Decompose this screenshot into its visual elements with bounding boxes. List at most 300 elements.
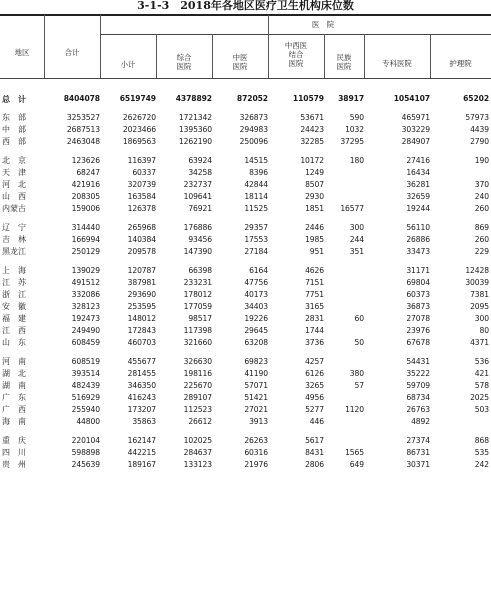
cell-total: 332086 [71,290,100,299]
cell-nursing: 4371 [470,338,489,347]
region-name: 海 南 [2,417,26,426]
cell-tcm: 63208 [244,338,268,347]
cell-general: 1721342 [178,113,212,122]
cell-ethnic: 1565 [345,448,364,457]
table-row [0,265,491,277]
cell-tcm: 40173 [244,290,268,299]
region-name: 山 西 [2,192,26,201]
group-spacer [0,258,491,265]
cell-general: 289107 [183,393,212,402]
cell-total: 482439 [71,381,100,390]
cell-general: 98517 [188,314,212,323]
cell-integrated: 53671 [300,113,324,122]
cell-general: 233231 [183,278,212,287]
cell-general: 117398 [183,326,212,335]
cell-subtotal: 442215 [127,448,156,457]
cell-nursing: 80 [479,326,489,335]
cell-integrated: 2831 [305,314,324,323]
table-title: 3-1-3 2018年各地区医疗卫生机构床位数 [137,0,354,12]
cell-tcm: 8396 [249,168,268,177]
cell-specialized: 27374 [406,436,430,445]
cell-tcm: 6164 [249,266,268,275]
region-name: 吉 林 [2,235,26,244]
cell-tcm: 27021 [244,405,268,414]
spacer-cell [0,215,491,222]
data-table [0,92,491,471]
cell-integrated: 6126 [305,369,324,378]
table-row [0,124,491,136]
cell-integrated: 2446 [305,223,324,232]
table-row [0,368,491,380]
cell-subtotal: 416243 [127,393,156,402]
table-row [0,356,491,368]
cell-subtotal: 120787 [127,266,156,275]
cell-specialized: 30371 [406,460,430,469]
cell-ethnic [324,167,364,179]
cell-subtotal: 172843 [127,326,156,335]
cell-tcm: 18114 [244,192,268,201]
cell-specialized: 16434 [406,168,430,177]
cell-nursing: 300 [474,314,489,323]
cell-integrated: 24423 [300,125,324,134]
table-row [0,447,491,459]
table-row [0,203,491,215]
cell-specialized: 33473 [406,247,430,256]
table-row [0,191,491,203]
cell-specialized: 36873 [406,302,430,311]
cell-nursing [430,416,491,428]
cell-ethnic [324,356,364,368]
spacer-cell [0,428,491,435]
region-name: 湖 北 [2,369,26,378]
cell-integrated: 8431 [305,448,324,457]
cell-specialized: 284907 [401,137,430,146]
cell-ethnic: 38917 [338,93,364,103]
cell-specialized: 59709 [406,381,430,390]
cell-general: 76921 [188,204,212,213]
cell-nursing: 190 [474,156,489,165]
cell-integrated: 110579 [292,93,324,103]
cell-ethnic [324,392,364,404]
header-general-hospital: 综合 医院 [176,53,192,71]
cell-tcm: 294983 [239,125,268,134]
cell-tcm: 17553 [244,235,268,244]
table-row [0,325,491,337]
table-row [0,416,491,428]
cell-general: 109641 [183,192,212,201]
cell-nursing: 868 [474,436,489,445]
cell-total: 608459 [71,338,100,347]
cell-ethnic [324,277,364,289]
cell-general: 178012 [183,290,212,299]
region-name: 中 部 [2,125,26,134]
cell-specialized: 36281 [406,180,430,189]
table-row [0,313,491,325]
spacer-cell [0,349,491,356]
cell-ethnic: 649 [349,460,364,469]
header-integrated-hospital: 中西医 结合 医院 [284,41,308,68]
cell-nursing: 2025 [470,393,489,402]
region-name: 总 计 [2,93,26,104]
cell-total: 159006 [71,204,100,213]
cell-tcm: 26263 [244,436,268,445]
cell-total: 245639 [71,460,100,469]
region-name: 广 东 [2,393,26,402]
cell-ethnic: 60 [354,314,364,323]
cell-tcm: 60316 [244,448,268,457]
cell-total: 393514 [71,369,100,378]
cell-subtotal: 1869563 [122,137,156,146]
cell-tcm: 11525 [244,204,268,213]
cell-subtotal: 116397 [127,156,156,165]
cell-ethnic [324,435,364,447]
cell-tcm: 41190 [244,369,268,378]
cell-tcm: 42844 [244,180,268,189]
cell-total: 491512 [71,278,100,287]
cell-specialized: 31171 [406,266,430,275]
cell-specialized: 303229 [401,125,430,134]
cell-total: 8404078 [63,93,100,103]
header-hospital-group: 医 院 [311,20,335,29]
cell-specialized: 465971 [401,113,430,122]
cell-ethnic [324,191,364,203]
cell-integrated: 32285 [300,137,324,146]
table-row [0,380,491,392]
cell-tcm: 14515 [244,156,268,165]
cell-subtotal: 209578 [127,247,156,256]
cell-nursing: 503 [474,405,489,414]
cell-integrated: 1744 [305,326,324,335]
cell-general: 198116 [183,369,212,378]
cell-tcm: 872052 [236,93,268,103]
cell-integrated: 3265 [305,381,324,390]
cell-ethnic: 244 [349,235,364,244]
cell-ethnic: 380 [349,369,364,378]
cell-general: 26612 [188,417,212,426]
hospital-group-rule [100,34,491,35]
cell-total: 328123 [71,302,100,311]
cell-general: 326630 [183,357,212,366]
cell-subtotal: 281455 [127,369,156,378]
cell-integrated: 5617 [305,436,324,445]
cell-tcm: 27184 [244,247,268,256]
cell-ethnic [324,289,364,301]
cell-ethnic: 1032 [345,125,364,134]
table-row [0,136,491,148]
region-name: 湖 南 [2,381,26,390]
table-row [0,337,491,349]
cell-total: 2687513 [66,125,100,134]
cell-integrated: 4257 [305,357,324,366]
region-name: 江 西 [2,326,26,335]
cell-specialized: 68734 [406,393,430,402]
cell-total: 255940 [71,405,100,414]
table-row [0,179,491,191]
table-row [0,246,491,258]
header-total: 合计 [64,48,80,57]
cell-integrated: 3165 [305,302,324,311]
cell-tcm: 29645 [244,326,268,335]
cell-nursing: 12428 [465,266,489,275]
cell-specialized: 19244 [406,204,430,213]
region-name: 四 川 [2,448,26,457]
group-spacer [0,148,491,155]
cell-specialized: 26886 [406,235,430,244]
region-name: 安 徽 [2,302,26,311]
cell-specialized: 27078 [406,314,430,323]
header-specialized-hospital: 专科医院 [382,59,412,68]
total-row [0,92,491,105]
table-row [0,435,491,447]
cell-total: 220104 [71,436,100,445]
cell-ethnic: 16577 [340,204,364,213]
cell-total: 516929 [71,393,100,402]
region-name: 内蒙古 [2,204,26,213]
cell-subtotal: 253595 [127,302,156,311]
table-row [0,277,491,289]
region-name: 东 部 [2,113,26,122]
cell-tcm: 69823 [244,357,268,366]
header-divider [364,35,365,78]
cell-subtotal: 387981 [127,278,156,287]
cell-subtotal: 6519749 [119,93,156,103]
cell-specialized: 54431 [406,357,430,366]
region-name: 福 建 [2,314,26,323]
cell-integrated: 3736 [305,338,324,347]
table-row [0,167,491,179]
header-divider [430,35,431,78]
cell-subtotal: 173207 [127,405,156,414]
cell-nursing: 229 [474,247,489,256]
cell-integrated: 1249 [305,168,324,177]
cell-nursing: 57973 [465,113,489,122]
cell-total: 123626 [71,156,100,165]
cell-integrated: 1851 [305,204,324,213]
region-name: 广 西 [2,405,26,414]
cell-total: 166994 [71,235,100,244]
top-rule [0,14,491,16]
spacer-cell [0,258,491,265]
cell-tcm: 29357 [244,223,268,232]
cell-specialized: 27416 [406,156,430,165]
cell-ethnic: 300 [349,223,364,232]
cell-subtotal: 320739 [127,180,156,189]
cell-ethnic [324,179,364,191]
cell-nursing: 30039 [465,278,489,287]
cell-nursing: 535 [474,448,489,457]
region-name: 上 海 [2,266,26,275]
cell-general: 4378892 [175,93,212,103]
cell-nursing: 7381 [470,290,489,299]
cell-subtotal: 2023466 [122,125,156,134]
cell-subtotal: 162147 [127,436,156,445]
cell-ethnic [324,265,364,277]
cell-specialized: 32659 [406,192,430,201]
cell-specialized: 60373 [406,290,430,299]
region-name: 西 部 [2,137,26,146]
cell-ethnic: 50 [354,338,364,347]
cell-ethnic: 180 [349,156,364,165]
table-row [0,112,491,124]
header-region: 地区 [14,48,30,57]
cell-total: 192473 [71,314,100,323]
header-tcm-hospital: 中医 医院 [232,53,248,71]
cell-general: 93456 [188,235,212,244]
cell-total: 139029 [71,266,100,275]
cell-general: 225670 [183,381,212,390]
cell-general: 66398 [188,266,212,275]
cell-nursing [430,167,491,179]
cell-general: 63924 [188,156,212,165]
cell-specialized: 56110 [406,223,430,232]
region-name: 河 南 [2,357,26,366]
cell-subtotal: 2626720 [122,113,156,122]
table-row [0,155,491,167]
cell-specialized: 1054107 [393,93,430,103]
cell-general: 147390 [183,247,212,256]
cell-tcm: 326873 [239,113,268,122]
cell-nursing: 536 [474,357,489,366]
cell-total: 44800 [76,417,100,426]
cell-specialized: 23976 [406,326,430,335]
region-name: 重 庆 [2,436,26,445]
cell-nursing: 260 [474,235,489,244]
cell-subtotal: 140384 [127,235,156,244]
table-row [0,459,491,471]
cell-integrated: 951 [309,247,324,256]
cell-nursing: 578 [474,381,489,390]
cell-general: 176886 [183,223,212,232]
cell-general: 133123 [183,460,212,469]
cell-general: 102025 [183,436,212,445]
region-name: 河 北 [2,180,26,189]
table-row [0,301,491,313]
cell-general: 284637 [183,448,212,457]
cell-nursing: 2095 [470,302,489,311]
region-name: 江 苏 [2,278,26,287]
group-spacer [0,215,491,222]
cell-nursing: 4439 [470,125,489,134]
header-divider [44,15,45,78]
cell-total: 421916 [71,180,100,189]
cell-general: 1262190 [178,137,212,146]
cell-subtotal: 126378 [127,204,156,213]
cell-general: 112523 [183,405,212,414]
cell-integrated: 4626 [305,266,324,275]
cell-ethnic [324,325,364,337]
region-name: 贵 州 [2,460,26,469]
header-nursing-home: 护理院 [449,59,472,68]
cell-ethnic: 1120 [345,405,364,414]
cell-total: 208305 [71,192,100,201]
cell-subtotal: 293690 [127,290,156,299]
cell-specialized: 69804 [406,278,430,287]
cell-integrated: 5277 [305,405,324,414]
cell-total: 249490 [71,326,100,335]
cell-ethnic: 351 [349,247,364,256]
cell-specialized: 26763 [406,405,430,414]
cell-nursing: 2790 [470,137,489,146]
group-spacer [0,349,491,356]
group-spacer [0,105,491,112]
cell-subtotal: 60337 [132,168,156,177]
cell-subtotal: 265968 [127,223,156,232]
table-row [0,289,491,301]
cell-specialized: 67678 [406,338,430,347]
cell-nursing: 869 [474,223,489,232]
cell-integrated: 7751 [305,290,324,299]
region-name: 北 京 [2,156,26,165]
header-subtotal: 小计 [120,60,136,69]
cell-ethnic: 57 [354,381,364,390]
cell-total: 598898 [71,448,100,457]
cell-specialized: 35222 [406,369,430,378]
cell-tcm: 250096 [239,137,268,146]
cell-nursing: 260 [474,204,489,213]
cell-total: 314440 [71,223,100,232]
cell-ethnic: 37295 [340,137,364,146]
cell-ethnic [324,301,364,313]
region-name: 浙 江 [2,290,26,299]
header-bottom-rule [0,78,491,79]
cell-integrated: 8507 [305,180,324,189]
region-name: 天 津 [2,168,26,177]
cell-subtotal: 163584 [127,192,156,201]
cell-total: 608519 [71,357,100,366]
region-name: 山 东 [2,338,26,347]
region-name: 辽 宁 [2,223,26,232]
cell-tcm: 47756 [244,278,268,287]
cell-ethnic [324,416,364,428]
cell-integrated: 7151 [305,278,324,287]
cell-tcm: 57071 [244,381,268,390]
cell-integrated: 10172 [300,156,324,165]
cell-subtotal: 455677 [127,357,156,366]
cell-specialized: 4892 [411,417,430,426]
cell-integrated: 4956 [305,393,324,402]
cell-nursing: 65202 [463,93,489,103]
cell-integrated: 446 [309,417,324,426]
cell-subtotal: 460703 [127,338,156,347]
cell-subtotal: 189167 [127,460,156,469]
table-row [0,404,491,416]
cell-nursing: 421 [474,369,489,378]
cell-total: 3253527 [66,113,100,122]
cell-nursing: 242 [474,460,489,469]
cell-general: 232737 [183,180,212,189]
cell-nursing: 240 [474,192,489,201]
cell-integrated: 1985 [305,235,324,244]
cell-total: 2463048 [66,137,100,146]
cell-subtotal: 346350 [127,381,156,390]
spacer-cell [0,105,491,112]
cell-general: 177059 [183,302,212,311]
cell-ethnic: 590 [349,113,364,122]
cell-specialized: 86731 [406,448,430,457]
region-name: 黑龙江 [2,247,26,256]
header-ethnic-hospital: 民族 医院 [336,53,352,71]
cell-total: 68247 [76,168,100,177]
cell-general: 1395360 [178,125,212,134]
cell-subtotal: 148012 [127,314,156,323]
cell-tcm: 21976 [244,460,268,469]
cell-general: 321660 [183,338,212,347]
cell-nursing: 370 [474,180,489,189]
spacer-cell [0,148,491,155]
cell-subtotal: 35863 [132,417,156,426]
table-row [0,222,491,234]
group-spacer [0,428,491,435]
